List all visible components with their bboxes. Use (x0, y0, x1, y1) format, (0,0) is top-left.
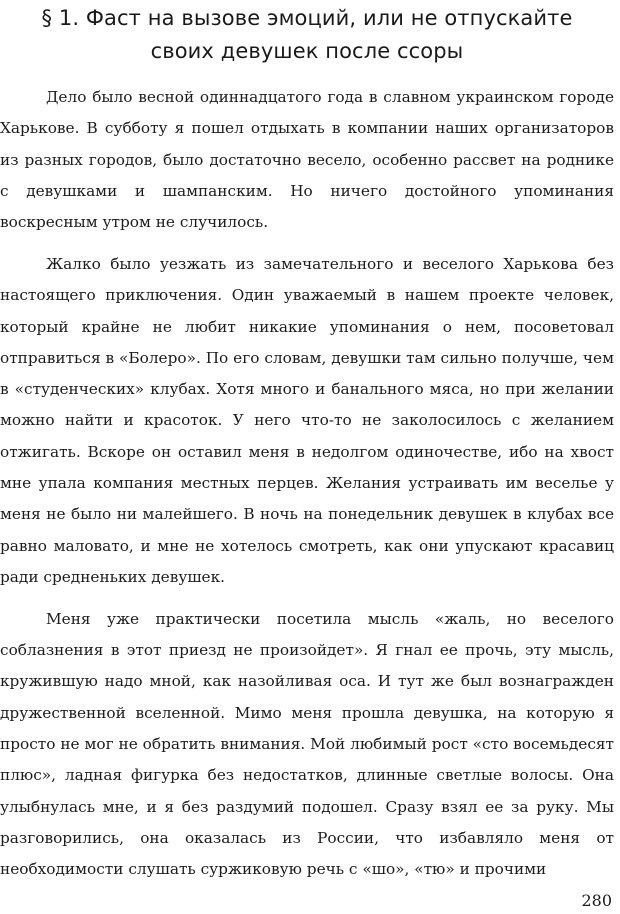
body-text (0, 82, 614, 885)
paragraph: Меня уже практически посетила мысль «жаль, но веселого соблазнения в этот приезд не произойдет». Я гнал ее прочь, эту мысль, кружившую надо мной, как назойливая оса. И тут же был вознагражден дружественной вселенной. Мимо меня прошла девушка, на которую я просто не мог не обратить внимания. Мой любимый рост «сто восемьдесят плюс», ладная фигурка без недостатков, длинные светлые волосы. Она улыбнулась мне, и я без раздумий подошел. Сразу взял ее за руку. Мы разговорились, она оказалась из России, что избавляло меня от необходимости слушать суржиковую речь с «шо», «тю» и прочими (0, 609, 614, 879)
paragraph: Дело было весной одиннадцатого года в славном украинском городе Харькове. В субботу я пошел отдыхать в компании наших организаторов из разных городов, было достаточно весело, особенно рассвет на роднике с девушками и шампанским. Но ничего достойного упоминания воскресным утром не случилось. (0, 88, 614, 232)
paragraph: Жалко было уезжать из замечательного и веселого Харькова без настоящего приключения. Один уважаемый в нашем проекте человек, который крайне не любит никакие упоминания о нем, посоветовал отправиться в «Болеро». По его словам, девушки там сильно получше, чем в «студенческих» клубах. Хотя много и банального мяса, но при желании можно найти и красоток. У него что-то не заколосилось с желанием отжигать. Вскоре он оставил меня в недолгом одиночестве, ибо на хвост мне упала компания местных перцев. Желания устраивать им веселье у меня не было ни малейшего. В ночь на понедельник девушек в клубах все равно маловато, и мне не хотелось смотреть, как они упускают красавиц ради средненьких девушек. (0, 254, 614, 586)
chapter-heading: § 1. Фаст на вызове эмоций, или не отпускайте своих девушек после ссоры (41, 6, 573, 63)
page-number: 280 (581, 891, 612, 910)
